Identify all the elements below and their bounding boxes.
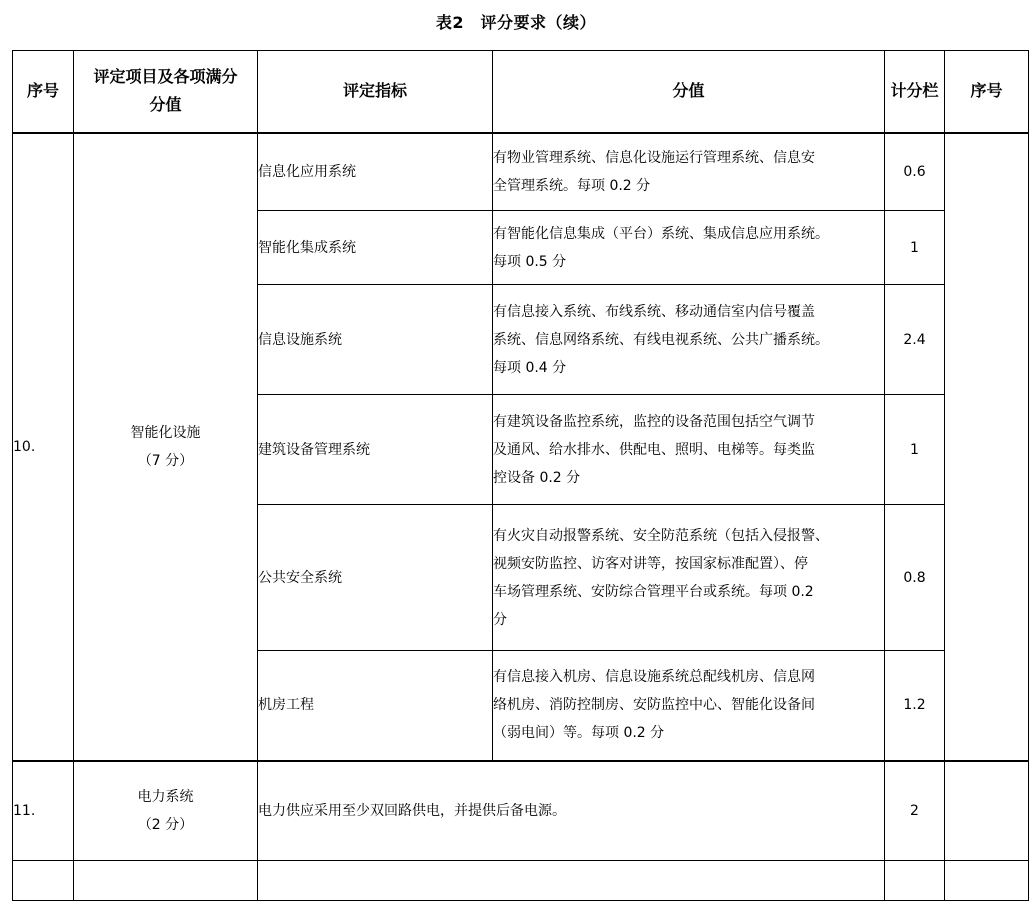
score-cell: 0.6 [885, 133, 945, 211]
value-line: （弱电间）等。每项 0.2 分 [493, 725, 665, 742]
indicator-cell: 公共安全系统 [258, 505, 493, 651]
value-line: 有建筑设备监控系统，监控的设备范围包括空气调节 [493, 413, 815, 430]
indicator-cell: 信息设施系统 [258, 285, 493, 395]
value-line: 分 [493, 611, 507, 628]
partial-cell [258, 861, 885, 901]
header-item [74, 51, 258, 133]
score-cell: 2.4 [885, 285, 945, 395]
section-number: 10. [13, 133, 74, 761]
section-item-points: （7 分） [137, 452, 194, 469]
header-serial-no: 序号 [13, 51, 74, 133]
section-number: 11. [13, 761, 74, 861]
value-line: 有智能化信息集成（平台）系统、集成信息应用系统。 [493, 225, 829, 242]
value-cell [493, 505, 885, 651]
value-cell [493, 133, 885, 211]
section-item [74, 133, 258, 761]
score-cell: 1 [885, 395, 945, 505]
indicator-cell: 电力供应采用至少双回路供电，并提供后备电源。 [258, 761, 885, 861]
indicator-cell: 机房工程 [258, 651, 493, 761]
table-row-partial [13, 861, 1029, 901]
partial-cell [885, 861, 945, 901]
value-line: 全管理系统。每项 0.2 分 [493, 177, 651, 194]
indicator-cell: 建筑设备管理系统 [258, 395, 493, 505]
header-row [13, 51, 1029, 133]
score-cell: 2 [885, 761, 945, 861]
table-row [13, 761, 1029, 861]
score-cell: 1 [885, 211, 945, 285]
value-line: 系统、信息网络系统、有线电视系统、公共广播系统。 [493, 331, 829, 348]
indicator-cell: 信息化应用系统 [258, 133, 493, 211]
section-item-name: 智能化设施 [130, 424, 201, 441]
score-cell: 1.2 [885, 651, 945, 761]
score-cell: 0.8 [885, 505, 945, 651]
header-item-line2: 分值 [149, 95, 182, 115]
section-item-points: （2 分） [137, 816, 194, 833]
indicator-cell: 智能化集成系统 [258, 211, 493, 285]
value-line: 视频安防监控、访客对讲等，按国家标准配置）、停 [493, 555, 808, 572]
table-caption: 表2 评分要求（续） [435, 13, 597, 32]
value-line: 每项 0.4 分 [493, 359, 567, 376]
value-line: 每项 0.5 分 [493, 253, 567, 270]
scoring-table [12, 50, 1029, 901]
partial-cell [13, 861, 74, 901]
table-row [13, 133, 1029, 211]
value-line: 控设备 0.2 分 [493, 469, 581, 486]
value-line: 有物业管理系统、信息化设施运行管理系统、信息安 [493, 149, 815, 166]
value-line: 及通风、给水排水、供配电、照明、电梯等。每类监 [493, 441, 815, 458]
header-indicator: 评定指标 [258, 51, 493, 133]
serial-no-2-cell [945, 761, 1029, 861]
header-item-line1: 评定项目及各项满分 [93, 67, 238, 87]
value-line: 有火灾自动报警系统、安全防范系统（包括入侵报警、 [493, 527, 829, 544]
value-cell [493, 651, 885, 761]
value-line: 络机房、消防控制房、安防监控中心、智能化设备间 [493, 697, 815, 714]
header-value: 分值 [493, 51, 885, 133]
value-line: 有信息接入机房、信息设施系统总配线机房、信息网 [493, 669, 815, 686]
value-cell [493, 285, 885, 395]
partial-cell [74, 861, 258, 901]
value-cell [493, 211, 885, 285]
header-score: 计分栏 [885, 51, 945, 133]
header-serial-no-2: 序号 [945, 51, 1029, 133]
value-cell [493, 395, 885, 505]
section-item-name: 电力系统 [137, 788, 194, 805]
value-line: 有信息接入系统、布线系统、移动通信室内信号覆盖 [493, 303, 815, 320]
partial-cell [945, 861, 1029, 901]
value-line: 车场管理系统、安防综合管理平台或系统。每项 0.2 [493, 583, 814, 600]
section-item [74, 761, 258, 861]
serial-no-2-cell [945, 133, 1029, 761]
